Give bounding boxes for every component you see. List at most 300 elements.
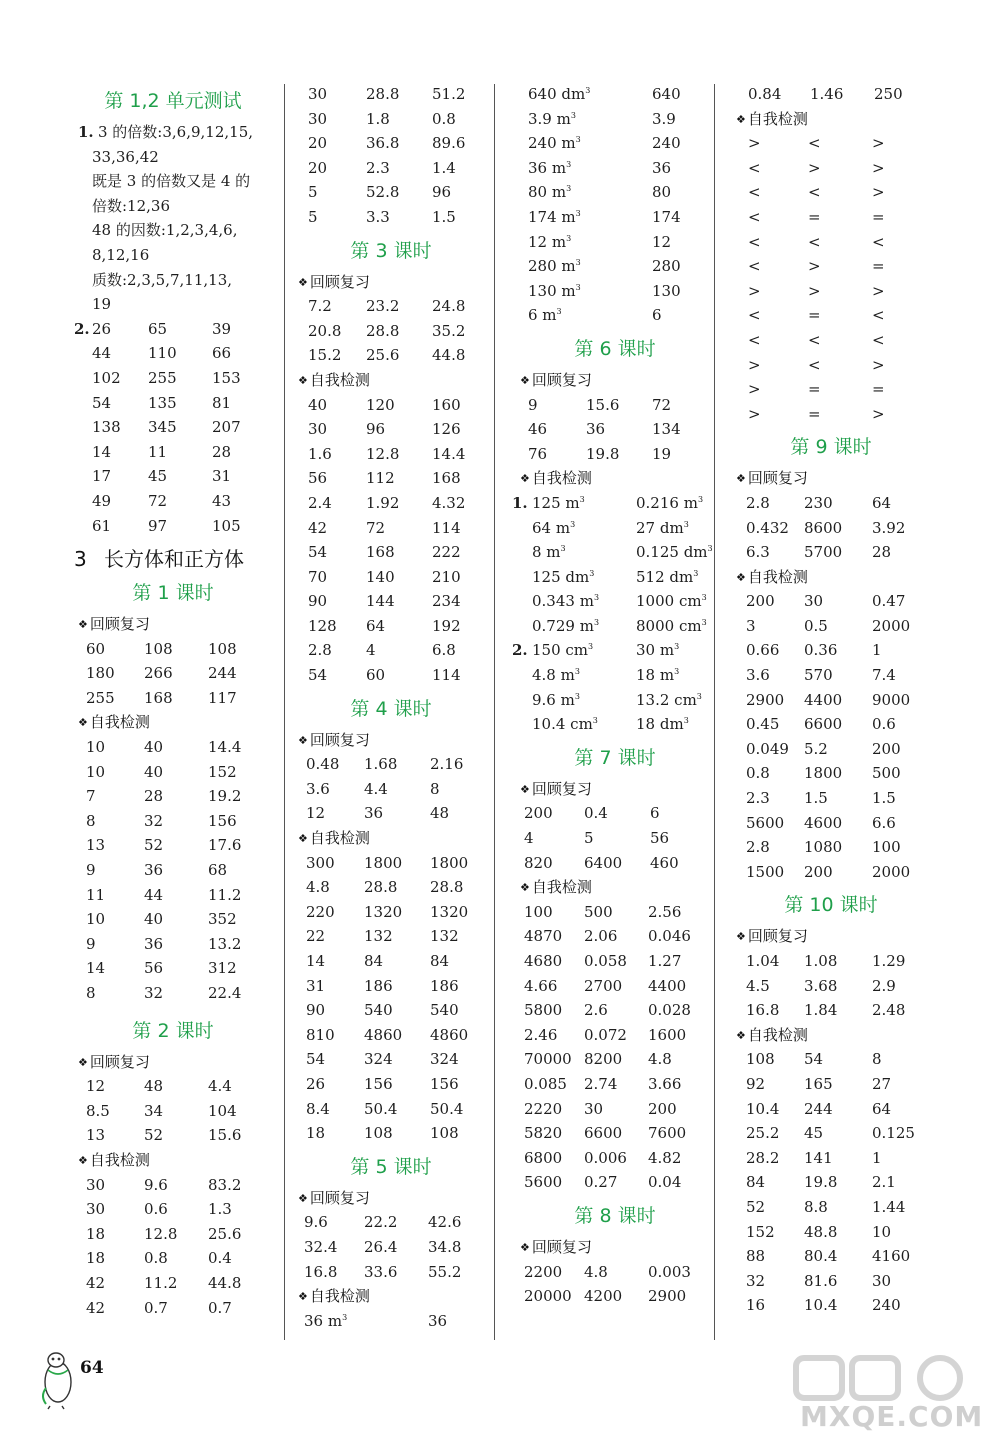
answer-cell: 36 $m^3$ bbox=[304, 1311, 348, 1330]
answer-cell: 4.5 bbox=[746, 976, 770, 995]
answer-cell: 0.66 bbox=[746, 641, 780, 660]
answer-row bbox=[520, 1121, 710, 1146]
answer-row bbox=[298, 156, 484, 181]
answer-cell: 1800 bbox=[804, 764, 843, 783]
answer-cell: 84 bbox=[746, 1173, 766, 1192]
answer-cell: 324 bbox=[430, 1050, 459, 1069]
answer-row bbox=[298, 974, 484, 999]
answer-cell: 2.46 bbox=[524, 1025, 558, 1044]
answer-cell: 500 bbox=[872, 764, 901, 783]
answer-cell: 3.6 bbox=[306, 779, 330, 798]
answer-row bbox=[736, 1072, 926, 1097]
continued-table bbox=[736, 82, 926, 107]
continued-table bbox=[298, 82, 484, 230]
answer-cell: 2.1 bbox=[872, 1173, 896, 1192]
answer-cell: 0.4 bbox=[208, 1249, 232, 1268]
answer-cell: 200 bbox=[872, 739, 901, 758]
answer-cell: 2.3 bbox=[746, 789, 770, 808]
answer-cell: 19 bbox=[652, 444, 672, 463]
answer-cell: 4.8 bbox=[584, 1262, 608, 1281]
answer-cell: 2000 bbox=[872, 616, 911, 635]
answer-cell: 640 $dm^3$ bbox=[528, 85, 591, 103]
answer-cell: 92 bbox=[746, 1074, 766, 1093]
answer-cell: 26.4 bbox=[364, 1237, 398, 1256]
answer-cell: 97 bbox=[148, 516, 168, 535]
answer-line bbox=[78, 194, 268, 219]
answer-cell: 90 bbox=[306, 1001, 326, 1020]
answer-cell: < bbox=[808, 355, 821, 374]
answer-cell: 108 bbox=[208, 639, 237, 658]
answer-cell: 3.9 $m^3$ bbox=[528, 109, 576, 128]
answer-row bbox=[78, 735, 268, 760]
lesson-5-title: 第 5 课时 bbox=[350, 1155, 432, 1178]
answer-cell: 141 bbox=[804, 1148, 833, 1167]
answer-cell: 60 bbox=[366, 666, 386, 685]
answer-row bbox=[736, 1195, 926, 1220]
answer-cell: 88 bbox=[746, 1247, 766, 1266]
answer-cell: 186 bbox=[364, 976, 393, 995]
answer-cell: 48.8 bbox=[804, 1222, 838, 1241]
lesson-1-review-table bbox=[78, 637, 268, 711]
answer-cell: 30 bbox=[308, 420, 328, 439]
answer-cell: 36 bbox=[144, 934, 164, 953]
answer-cell: 42 bbox=[86, 1298, 106, 1317]
lesson-7-check-table bbox=[520, 900, 710, 1195]
answer-row bbox=[78, 1173, 268, 1198]
lesson-6-check-heading: ❖ 自我检测 bbox=[520, 466, 710, 491]
answer-cell: 14.4 bbox=[432, 444, 466, 463]
answer-cell: 2700 bbox=[584, 976, 623, 995]
answer-cell: 9.6 $m^3$ bbox=[532, 690, 580, 709]
answer-row bbox=[512, 491, 710, 516]
answer-cell: 1.5 bbox=[432, 207, 456, 226]
answer-row bbox=[298, 851, 484, 876]
answer-cell: 61 bbox=[92, 516, 112, 535]
answer-row bbox=[520, 565, 710, 590]
answer-cell: 31 bbox=[306, 976, 326, 995]
answer-cell: 34 bbox=[144, 1101, 164, 1120]
answer-cell: 156 bbox=[208, 811, 237, 830]
lesson-5-check-heading: ❖ 自我检测 bbox=[298, 1284, 484, 1309]
answer-cell: 5600 bbox=[524, 1173, 563, 1192]
answer-cell: < bbox=[808, 330, 821, 349]
answer-cell: 108 bbox=[746, 1050, 775, 1069]
answer-cell: 6.6 bbox=[872, 813, 896, 832]
answer-cell: 250 bbox=[874, 85, 903, 103]
answer-row bbox=[736, 737, 926, 762]
answer-cell: 26 bbox=[306, 1074, 326, 1093]
answer-cell: 126 bbox=[432, 420, 461, 439]
answer-row bbox=[520, 131, 710, 156]
answer-cell: 70 bbox=[308, 567, 328, 586]
answer-cell: 168 bbox=[144, 688, 173, 707]
answer-row bbox=[298, 131, 484, 156]
answer-cell: 15.6 bbox=[208, 1126, 242, 1145]
answer-row bbox=[736, 1170, 926, 1195]
answer-cell: 0.8 bbox=[144, 1249, 168, 1268]
answer-cell: 192 bbox=[432, 616, 461, 635]
answer-cell: 56 bbox=[650, 829, 670, 848]
answer-cell: 42 bbox=[308, 518, 328, 537]
answer-row bbox=[298, 900, 484, 925]
answer-cell: 45 bbox=[148, 467, 168, 486]
q1-answer-block bbox=[78, 120, 268, 317]
page-number: 64 bbox=[80, 1358, 104, 1378]
answer-row bbox=[520, 230, 710, 255]
answer-cell: 20 bbox=[308, 134, 328, 153]
answer-row bbox=[736, 1293, 926, 1318]
lesson-3-check-table bbox=[298, 393, 484, 688]
answer-cell: 32 bbox=[746, 1271, 766, 1290]
answer-cell: 2.9 bbox=[872, 976, 896, 995]
answer-cell: 36 $m^3$ bbox=[528, 158, 572, 177]
answer-row bbox=[520, 1023, 710, 1048]
answer-cell: 6400 bbox=[584, 853, 623, 872]
answer-row bbox=[520, 156, 710, 181]
lesson-3-title: 第 3 课时 bbox=[350, 239, 432, 262]
answer-cell: 89.6 bbox=[432, 134, 466, 153]
answer-row bbox=[78, 440, 268, 465]
lesson-7-check-heading: ❖ 自我检测 bbox=[520, 875, 710, 900]
answer-cell: 345 bbox=[148, 418, 177, 437]
answer-cell: 0.5 bbox=[804, 616, 828, 635]
answer-cell: 14 bbox=[86, 959, 106, 978]
answer-cell: 5 bbox=[308, 183, 318, 202]
answer-cell: 39 bbox=[212, 319, 232, 338]
answer-cell: 0.343 $m^3$ bbox=[532, 592, 600, 611]
answer-row bbox=[520, 254, 710, 279]
answer-cell: 168 bbox=[432, 469, 461, 488]
answer-cell: 14 bbox=[306, 952, 326, 970]
answer-row bbox=[520, 1097, 710, 1122]
answer-cell: 4160 bbox=[872, 1247, 911, 1266]
answer-cell: < bbox=[748, 330, 761, 349]
answer-cell: 64 $m^3$ bbox=[532, 518, 576, 537]
answer-cell: 570 bbox=[804, 666, 833, 685]
lesson-5-review-heading: ❖ 回顾复习 bbox=[298, 1186, 484, 1211]
answer-cell: 2.4 bbox=[308, 493, 332, 512]
answer-cell: 72 bbox=[652, 395, 672, 414]
answer-cell: 1.68 bbox=[364, 755, 398, 774]
answer-cell: 5800 bbox=[524, 1001, 563, 1020]
answer-cell: 16 bbox=[746, 1296, 766, 1315]
answer-cell: 6800 bbox=[524, 1148, 563, 1167]
answer-row bbox=[736, 786, 926, 811]
answer-cell: 52 bbox=[144, 836, 164, 855]
answer-cell: 1800 bbox=[430, 853, 469, 872]
answer-cell: 7.2 bbox=[308, 297, 332, 316]
answer-cell: 240 $m^3$ bbox=[528, 134, 581, 153]
answer-row bbox=[78, 784, 268, 809]
answer-row bbox=[298, 949, 484, 974]
answer-text: 质数:2,3,5,7,11,13, bbox=[92, 270, 233, 289]
answer-cell: 266 bbox=[144, 664, 173, 683]
answer-row bbox=[78, 1271, 268, 1296]
answer-row bbox=[736, 860, 926, 885]
answer-cell: 1.5 bbox=[804, 789, 828, 808]
answer-cell: 2200 bbox=[524, 1262, 563, 1281]
answer-column-1 bbox=[74, 82, 268, 1320]
answer-cell: 56 bbox=[144, 959, 164, 978]
answer-cell: 8.4 bbox=[306, 1099, 330, 1118]
answer-row bbox=[520, 82, 710, 107]
answer-cell: 27 $dm^3$ bbox=[636, 518, 689, 537]
answer-cell: 4860 bbox=[430, 1025, 469, 1044]
answer-cell: < bbox=[872, 232, 885, 251]
answer-cell: 1320 bbox=[430, 902, 469, 921]
answer-row bbox=[736, 712, 926, 737]
answer-cell: 2.8 bbox=[746, 838, 770, 857]
answer-cell: 240 bbox=[872, 1296, 901, 1315]
answer-cell: 43 bbox=[212, 491, 232, 510]
answer-cell: 83.2 bbox=[208, 1175, 242, 1194]
lesson-4-check-heading: ❖ 自我检测 bbox=[298, 826, 484, 851]
answer-cell: 3.92 bbox=[872, 518, 906, 537]
answer-row bbox=[520, 1047, 710, 1072]
answer-cell: 132 bbox=[430, 927, 459, 946]
answer-cell: 1.8 bbox=[366, 109, 390, 128]
answer-row bbox=[736, 1269, 926, 1294]
answer-cell: 30 bbox=[308, 85, 328, 103]
lesson-9-review-table bbox=[736, 491, 926, 565]
answer-cell: 32.4 bbox=[304, 1237, 338, 1256]
lesson-8-title: 第 8 课时 bbox=[574, 1204, 656, 1227]
answer-cell: < bbox=[808, 134, 821, 153]
answer-row bbox=[520, 1284, 710, 1309]
answer-line bbox=[78, 268, 268, 293]
answer-cell: 1.4 bbox=[432, 158, 456, 177]
answer-cell: > bbox=[872, 355, 885, 374]
answer-text: 既是 3 的倍数又是 4 的 bbox=[92, 172, 251, 191]
answer-text: 倍数:12,36 bbox=[92, 196, 170, 215]
answer-cell: 28 bbox=[872, 543, 892, 562]
answer-cell: 4.8 bbox=[306, 878, 330, 897]
answer-cell: 64 bbox=[872, 493, 892, 512]
answer-cell: 0.006 bbox=[584, 1148, 627, 1167]
answer-row bbox=[520, 1072, 710, 1097]
answer-cell: 40 bbox=[144, 738, 164, 757]
answer-row bbox=[78, 981, 268, 1006]
answer-row bbox=[78, 1246, 268, 1271]
answer-cell: 3.9 bbox=[652, 109, 676, 128]
answer-cell: 40 bbox=[308, 395, 328, 414]
question-number: 2. bbox=[74, 319, 90, 338]
answer-cell: 186 bbox=[430, 976, 459, 995]
answer-row bbox=[520, 589, 710, 614]
answer-row bbox=[298, 1210, 484, 1235]
answer-row bbox=[298, 663, 484, 688]
answer-cell: 117 bbox=[208, 688, 237, 707]
answer-cell: > bbox=[872, 134, 885, 153]
answer-row bbox=[736, 328, 926, 353]
answer-cell: = bbox=[872, 380, 885, 399]
answer-row bbox=[298, 107, 484, 132]
answer-cell: 18 bbox=[86, 1224, 106, 1243]
answer-row bbox=[298, 442, 484, 467]
answer-cell: 28 bbox=[212, 442, 232, 461]
answer-cell: 80 bbox=[652, 183, 672, 202]
answer-cell: 1.46 bbox=[810, 85, 844, 103]
answer-cell: 244 bbox=[804, 1099, 833, 1118]
lesson-9-review-heading: ❖ 回顾复习 bbox=[736, 466, 926, 491]
answer-cell: 640 bbox=[652, 85, 681, 103]
answer-cell: 13.2 $cm^3$ bbox=[636, 690, 702, 709]
answer-cell: 17 bbox=[92, 467, 112, 486]
answer-row bbox=[736, 491, 926, 516]
answer-cell: 0.8 bbox=[746, 764, 770, 783]
lesson-4-review-table bbox=[298, 752, 484, 826]
answer-cell: 56 bbox=[308, 469, 328, 488]
answer-cell: 0.058 bbox=[584, 952, 627, 970]
answer-cell: 1500 bbox=[746, 862, 785, 881]
answer-cell: 12 bbox=[306, 804, 326, 823]
answer-cell: 54 bbox=[306, 1050, 326, 1069]
answer-cell: 19.8 bbox=[804, 1173, 838, 1192]
answer-cell: 156 bbox=[430, 1074, 459, 1093]
lesson-2-review-heading: ❖ 回顾复习 bbox=[78, 1050, 268, 1075]
lesson-9-title: 第 9 课时 bbox=[790, 436, 872, 459]
lesson-6-title: 第 6 课时 bbox=[574, 337, 656, 360]
answer-cell: > bbox=[872, 183, 885, 202]
answer-cell: 0.36 bbox=[804, 641, 838, 660]
answer-line bbox=[78, 218, 268, 243]
answer-cell: 2.6 bbox=[584, 1001, 608, 1020]
answer-cell: 104 bbox=[208, 1101, 237, 1120]
answer-cell: 10.4 bbox=[746, 1099, 780, 1118]
answer-cell: 6.8 bbox=[432, 641, 456, 660]
answer-row bbox=[298, 777, 484, 802]
answer-cell: 0.6 bbox=[144, 1200, 168, 1219]
answer-cell: 10 bbox=[86, 762, 106, 781]
answer-cell: < bbox=[748, 158, 761, 177]
answer-row bbox=[298, 614, 484, 639]
answer-cell: 0.729 $m^3$ bbox=[532, 616, 600, 635]
answer-cell: > bbox=[748, 380, 761, 399]
answer-cell: 3.66 bbox=[648, 1074, 682, 1093]
answer-cell: 152 bbox=[208, 762, 237, 781]
answer-cell: 50.4 bbox=[430, 1099, 464, 1118]
answer-row bbox=[78, 514, 268, 539]
answer-cell: 36 bbox=[586, 420, 606, 439]
answer-row bbox=[736, 614, 926, 639]
answer-row bbox=[78, 661, 268, 686]
answer-row bbox=[736, 516, 926, 541]
answer-row bbox=[78, 760, 268, 785]
answer-cell: 7600 bbox=[648, 1124, 687, 1143]
answer-cell: 160 bbox=[432, 395, 461, 414]
answer-cell: 0.6 bbox=[872, 715, 896, 734]
answer-cell: 0.7 bbox=[208, 1298, 232, 1317]
answer-cell: 20000 bbox=[524, 1287, 572, 1306]
answer-cell: 52.8 bbox=[366, 183, 400, 202]
answer-cell: 1.5 bbox=[872, 789, 896, 808]
answer-cell: 200 bbox=[648, 1099, 677, 1118]
answer-row bbox=[736, 303, 926, 328]
answer-row bbox=[736, 638, 926, 663]
answer-cell: 44.8 bbox=[432, 346, 466, 365]
answer-cell: 36 bbox=[652, 158, 672, 177]
answer-cell: 4.66 bbox=[524, 976, 558, 995]
answer-cell: 48 bbox=[430, 804, 450, 823]
answer-line bbox=[78, 120, 268, 145]
answer-cell: 102 bbox=[92, 368, 121, 387]
answer-cell: 44.8 bbox=[208, 1273, 242, 1292]
answer-row bbox=[736, 377, 926, 402]
answer-row bbox=[78, 1099, 268, 1124]
answer-cell: 5600 bbox=[746, 813, 785, 832]
answer-cell: 460 bbox=[650, 853, 679, 872]
answer-row bbox=[298, 1121, 484, 1146]
question-number: 2. bbox=[512, 641, 528, 660]
section-title-unit-test: 第 1,2 单元测试 bbox=[104, 90, 242, 112]
answer-cell: 30 bbox=[86, 1200, 106, 1219]
answer-cell: 0.8 bbox=[432, 109, 456, 128]
answer-cell: 100 bbox=[524, 902, 553, 921]
answer-row bbox=[736, 230, 926, 255]
answer-cell: 0.085 bbox=[524, 1074, 567, 1093]
answer-cell: 108 bbox=[144, 639, 173, 658]
answer-line bbox=[78, 169, 268, 194]
answer-row bbox=[520, 107, 710, 132]
answer-cell: 8 bbox=[86, 984, 96, 1002]
question-number: 1. bbox=[512, 493, 528, 512]
answer-row bbox=[520, 900, 710, 925]
answer-column-2 bbox=[298, 82, 484, 1333]
answer-cell: 30 $m^3$ bbox=[636, 641, 680, 660]
answer-cell: 28 bbox=[144, 787, 164, 806]
answer-cell: 4860 bbox=[364, 1025, 403, 1044]
answer-cell: 28.8 bbox=[366, 321, 400, 340]
answer-cell: 22 bbox=[306, 927, 326, 946]
answer-cell: 76 bbox=[528, 444, 548, 463]
answer-cell: 140 bbox=[366, 567, 395, 586]
answer-cell: 180 bbox=[86, 664, 115, 683]
answer-cell: 0.046 bbox=[648, 927, 691, 946]
answer-cell: 1.6 bbox=[308, 444, 332, 463]
answer-cell: 30 bbox=[872, 1271, 892, 1290]
answer-cell: 234 bbox=[432, 592, 461, 611]
answer-row bbox=[298, 875, 484, 900]
answer-row bbox=[736, 131, 926, 156]
answer-cell: 200 bbox=[746, 592, 775, 611]
answer-cell: 4680 bbox=[524, 952, 563, 970]
answer-row bbox=[520, 688, 710, 713]
answer-cell: 512 $dm^3$ bbox=[636, 567, 699, 586]
watermark-logo-icon bbox=[790, 1352, 990, 1402]
answer-cell: > bbox=[748, 134, 761, 153]
answer-cell: 52 bbox=[144, 1126, 164, 1145]
answer-cell: 3.6 bbox=[746, 666, 770, 685]
answer-cell: 84 bbox=[430, 952, 450, 970]
answer-cell: 1.84 bbox=[804, 1001, 838, 1020]
answer-cell: 105 bbox=[212, 516, 241, 535]
answer-cell: 30 bbox=[308, 109, 328, 128]
answer-cell: 0.7 bbox=[144, 1298, 168, 1317]
answer-cell: 31 bbox=[212, 467, 232, 486]
answer-cell: 114 bbox=[432, 666, 461, 685]
answer-cell: = bbox=[808, 306, 821, 325]
answer-row bbox=[520, 924, 710, 949]
question-number: 1. bbox=[78, 123, 94, 141]
answer-row bbox=[78, 1296, 268, 1321]
answer-cell: = bbox=[808, 207, 821, 226]
answer-cell: 15.6 bbox=[586, 395, 620, 414]
answer-cell: 165 bbox=[804, 1074, 833, 1093]
answer-cell: 8000 $cm^3$ bbox=[636, 616, 707, 635]
answer-cell: 80 $m^3$ bbox=[528, 183, 572, 202]
answer-row bbox=[736, 761, 926, 786]
lesson-5-review-table bbox=[298, 1210, 484, 1284]
